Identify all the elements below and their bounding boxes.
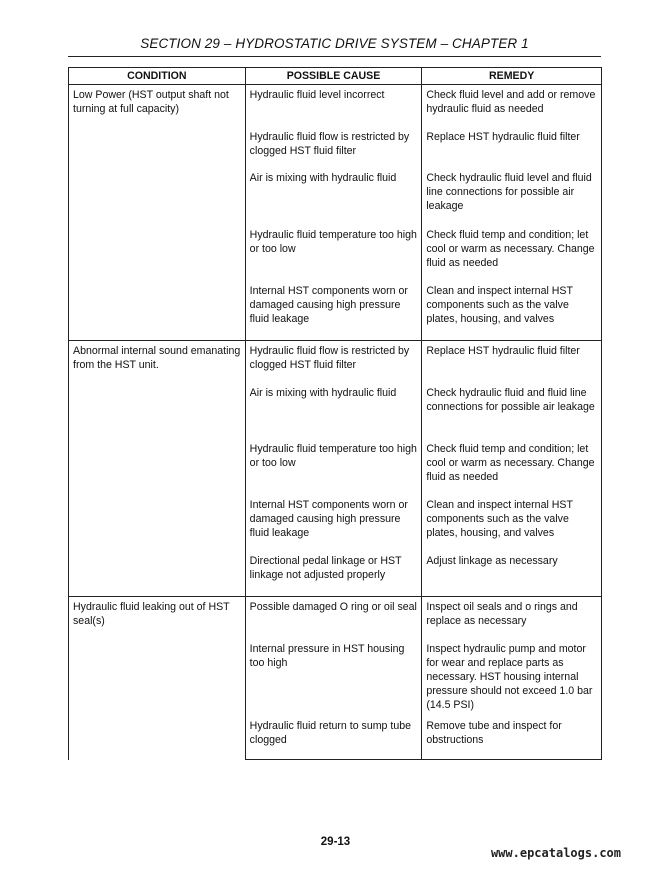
possible-cause-cell: Internal HST components worn or damaged causing high pressure fluid leakage	[245, 495, 422, 551]
condition-cell: Abnormal internal sound emanating from the HST unit.	[69, 341, 246, 597]
remedy-cell: Check fluid temp and condition; let cool or warm as necessary. Change fluid as needed	[422, 439, 602, 495]
remedy-cell: Check hydraulic fluid level and fluid line connections for possible air leakage	[422, 168, 602, 225]
possible-cause-cell: Air is mixing with hydraulic fluid	[245, 383, 422, 439]
possible-cause-cell: Hydraulic fluid level incorrect	[245, 85, 422, 127]
condition-cell: Hydraulic fluid leaking out of HST seal(s)	[69, 597, 246, 760]
remedy-cell: Inspect oil seals and o rings and replace as necessary	[422, 597, 602, 639]
column-header-possible-cause: POSSIBLE CAUSE	[245, 68, 422, 85]
possible-cause-cell: Hydraulic fluid flow is restricted by clogged HST fluid filter	[245, 341, 422, 383]
possible-cause-cell: Possible damaged O ring or oil seal	[245, 597, 422, 639]
possible-cause-cell: Air is mixing with hydraulic fluid	[245, 168, 422, 225]
remedy-cell: Replace HST hydraulic fluid filter	[422, 127, 602, 168]
possible-cause-cell: Internal HST components worn or damaged causing high pressure fluid leakage	[245, 281, 422, 341]
page-number: 29-13	[320, 836, 351, 848]
table-header-row	[69, 68, 602, 85]
possible-cause-cell: Hydraulic fluid temperature too high or too low	[245, 439, 422, 495]
table-row	[69, 85, 602, 127]
header-rule	[68, 56, 601, 57]
remedy-cell: Replace HST hydraulic fluid filter	[422, 341, 602, 383]
remedy-cell: Check fluid level and add or remove hydraulic fluid as needed	[422, 85, 602, 127]
possible-cause-cell: Internal pressure in HST housing too high	[245, 639, 422, 716]
troubleshooting-table	[68, 67, 602, 760]
possible-cause-cell: Hydraulic fluid flow is restricted by clogged HST fluid filter	[245, 127, 422, 168]
possible-cause-cell: Hydraulic fluid return to sump tube clogged	[245, 716, 422, 760]
remedy-cell: Clean and inspect internal HST components such as the valve plates, housing, and valves	[422, 281, 602, 341]
table-row	[69, 341, 602, 383]
page-header: SECTION 29 – HYDROSTATIC DRIVE SYSTEM – CHAPTER 1	[140, 36, 529, 51]
table-row	[69, 597, 602, 639]
condition-cell: Low Power (HST output shaft not turning at full capacity)	[69, 85, 246, 341]
possible-cause-cell: Hydraulic fluid temperature too high or too low	[245, 225, 422, 281]
column-header-remedy: REMEDY	[422, 68, 602, 85]
remedy-cell: Clean and inspect internal HST components such as the valve plates, housing, and valves	[422, 495, 602, 551]
remedy-cell: Check fluid temp and condition; let cool or warm as necessary. Change fluid as needed	[422, 225, 602, 281]
table-body	[69, 85, 602, 760]
remedy-cell: Inspect hydraulic pump and motor for wear and replace parts as necessary. HST housing internal pressure should not exceed 1.0 bar (14.5 PSI)	[422, 639, 602, 716]
remedy-cell: Check hydraulic fluid and fluid line connections for possible air leakage	[422, 383, 602, 439]
watermark: www.epcatalogs.com	[490, 846, 621, 860]
possible-cause-cell: Directional pedal linkage or HST linkage not adjusted properly	[245, 551, 422, 597]
remedy-cell: Adjust linkage as necessary	[422, 551, 602, 597]
remedy-cell: Remove tube and inspect for obstructions	[422, 716, 602, 760]
column-header-condition: CONDITION	[69, 68, 246, 85]
